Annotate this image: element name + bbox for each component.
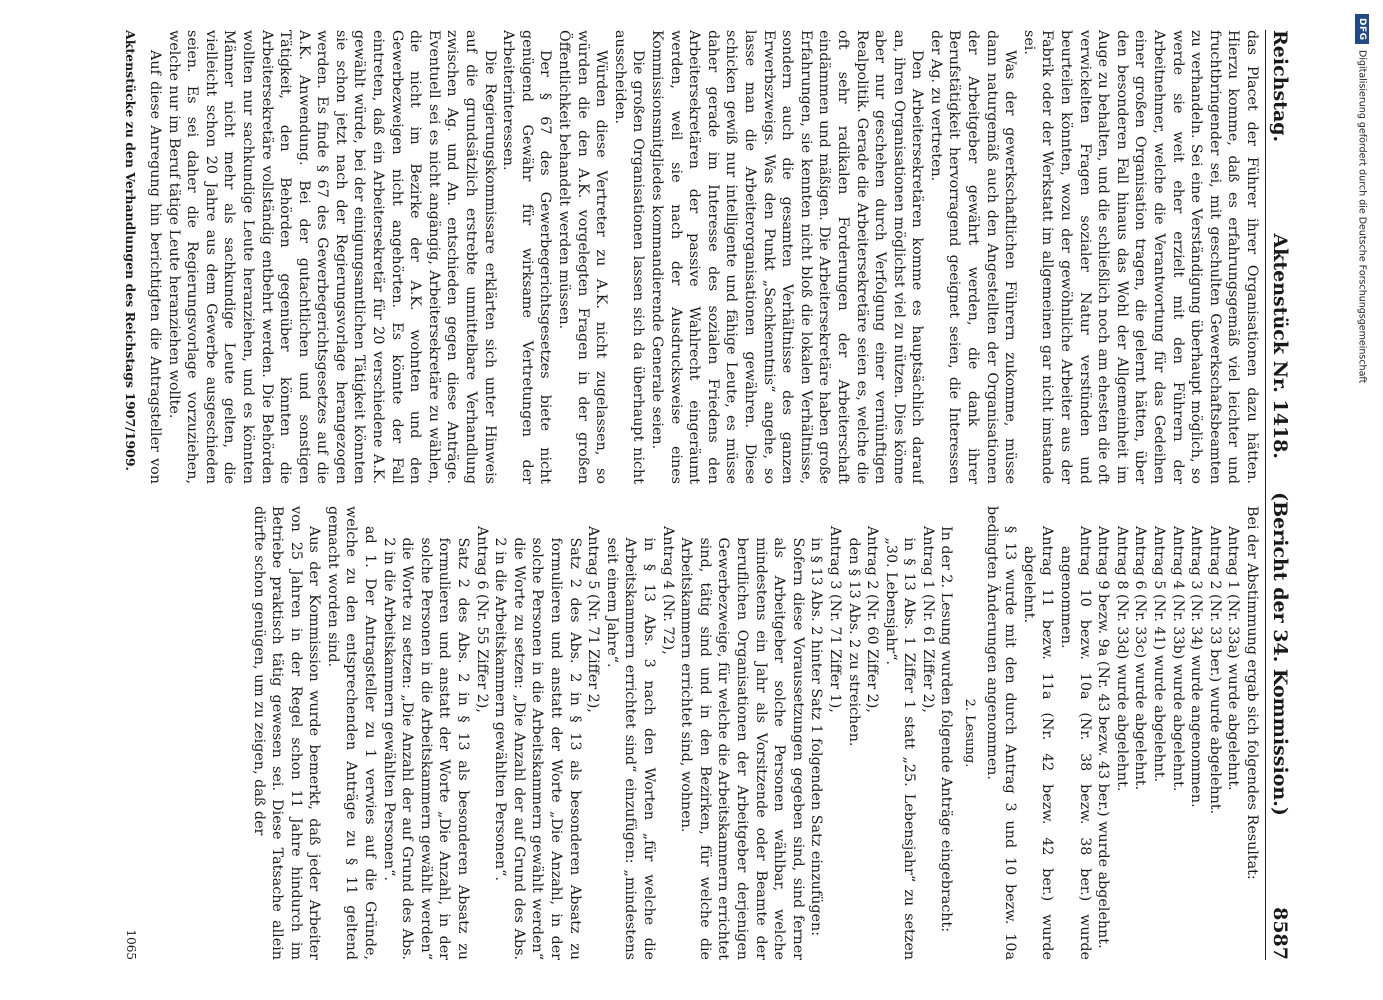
vote-intro: Bei der Abstimmung ergab sich folgendes Resultat: — [1244, 506, 1260, 880]
vote-item: Antrag 2 (Nr. 33 ber.) wurde abgelehnt. — [1206, 526, 1223, 815]
antrag-body: in § 13 Abs. 3 nach den Worten „für welche die Arbeitskammern errichtet sind“ einzufügen: „mindestens seit einem Jahre“. — [603, 537, 657, 960]
vote-item: Antrag 11 bezw. 11a (Nr. 42 bezw. 42 ber.) wurde abgelehnt. — [1020, 526, 1056, 960]
antrag-body: in § 13 Abs. 2 hinter Satz 1 folgenden Satz einzufügen: — [808, 537, 825, 937]
antrag-quote: Sofern diese Voraussetzungen gegeben sind, sind ferner als Arbeitgeber solche Personen wählbar, welche mindestens ein Jahr als Vorsitzende oder Beamte der beruflichen Organisationen der Arbeitgeber derjenigen Gewerbezweige, für welche die Arbeitskammern errichtet sind, tätig sind und in den Bezirken, für welche die Arbeitskammern errichtet sind, wohnen. — [678, 537, 806, 960]
vote-item: Antrag 6 (Nr. 33c) wurde abgelehnt. — [1132, 526, 1149, 791]
paragraph: Würden diese Vertreter zu A.K. nicht zugelassen, so würden die den A.K. vorgelegten Fragen in der großen Öffentlichkeit behandelt werden müssen. — [556, 30, 610, 484]
page-number: 8587 — [1269, 907, 1291, 960]
paragraph: Was der gewerkschaftlichen Führern zukomme, müsse dann naturgemäß auch den Angestellten der Organisationen der Arbeitgeber gewährt werden, die dank ihrer Berufstätigkeit hervorragend geeignet seien, die Interessen der Ag. zu vertreten. — [927, 30, 1019, 484]
antrag-head: Antrag 6 (Nr. 55 Ziffer 2), — [473, 526, 490, 713]
vote-item: Antrag 1 (Nr. 33a) wurde abgelehnt. — [1225, 526, 1242, 791]
antrag-body: den § 13 Abs. 2 zu streichen. — [845, 537, 862, 747]
vote-result: § 13 wurde mit den durch Antrag 3 und 10 bezw. 10a bedingten Änderungen angenommen. — [983, 506, 1019, 960]
column-left — [146, 30, 1261, 484]
header-left: Reichstag. — [1269, 30, 1291, 143]
vote-item: Antrag 8 (Nr. 33d) wurde abgelehnt. — [1113, 526, 1130, 792]
page-footer — [108, 30, 138, 960]
footer-signature: 1065 — [124, 929, 138, 960]
paragraph: Die Regierungskommissare erklärten sich unter Hinweis auf die grundsätzlich erstrebte unmittelbare Verhandlung zwischen Ag. und An. entschieden gegen diese Anträge. Eventuell sei es nicht angängig, Arbeitersekretäre zu wählen, die nicht im Bezirke der A.K. wohnten und den Gewerbezweigen nicht angehörten. Es könnte der Fall eintreten, daß ein Arbeitersekretär für 20 verschiedene A.K. gewählt würde, bei der einigungsamtlichen Tätigkeit könnten sie schon jetzt nach der Regierungsvorlage herangezogen werden. Es finde § 67 des Gewerbegerichtsgesetzes auf die A.K. Anwendung. Bei der gutachtlichen und sonstigen Tätigkeit, den Behörden gegenüber könnten die Arbeitersekretäre vollständig entbehrt werden. Die Behörden wollten nur sachkundige Leute heranziehen, und es könnten Männer nicht mehr als sachkundige Leute gelten, die vielleicht schon 20 Jahre aus dem Gewerbe ausgeschieden seien. Es sei daher die Regierungsvorlage vorzuziehen, welche nur im Beruf tätige Leute heranziehen wollte. — [165, 30, 498, 484]
antrag-head: Antrag 2 (Nr. 60 Ziffer 2), — [864, 526, 881, 713]
header-title — [1269, 142, 1291, 907]
vote-item: Antrag 4 (Nr. 33b) wurde abgelehnt. — [1169, 526, 1186, 792]
antrag-body: in § 13 Abs. 1 Ziffer 1 statt „25. Lebensjahr“ zu setzen „30. Lebensjahr“. — [882, 537, 918, 960]
vote-item: Antrag 5 (Nr. 41) wurde abgelehnt. — [1151, 526, 1168, 783]
paragraph: Aus der Kommission wurde bemerkt, daß jeder Arbeiter von 25 Jahren in der Regel schon 11 Jahre hindurch im Betriebe praktisch tätig gewesen sei. Diese Tatsache allein dürfte schon genügen, um zu zeigen, daß der — [250, 506, 323, 960]
column-right — [146, 506, 1261, 960]
antrag-head: Antrag 5 (Nr. 71 Ziffer 2), — [585, 526, 602, 713]
antrag-head: Antrag 1 (Nr. 61 Ziffer 2), — [919, 526, 936, 713]
paragraph: ad 1. Der Antragsteller zu 1 verwies auf die Gründe, welche zu den entsprechenden Anträge zu § 11 geltend gemacht worden sind. — [324, 506, 379, 960]
vote-item: Antrag 9 bezw. 9a (Nr. 43 bezw. 43 ber.) wurde abgelehnt. — [1095, 526, 1112, 949]
paragraph: Der § 67 des Gewerbegerichtsgesetzes biete nicht genügend Gewähr für wirksame Vertretungen der Arbeiterinteressen. — [500, 30, 554, 484]
paragraph: Den Arbeitersekretären komme es hauptsächlich darauf an, ihren Organisationen möglichst viel zu nützen. Dies könne aber nur geschehen durch Verfolgung einer vernünftigen Realpolitik. Gerade die Arbeitersekretäre seien es, welche die oft sehr radikalen Forderungen der Arbeiterschaft eindämmen und mäßigen. Die Arbeitersekretäre haben große Erfahrungen, sie kennten nicht bloß die lokalen Verhältnisse, sondern auch die gesamten Verhältnisse des ganzen Erwerbszweigs. Was den Punkt „Sachkenntnis“ angehe, so lasse man die Arbeiterorganisationen gewähren. Diese schicken gewiß nur intelligente und fähige Leute, es müsse daher gerade im Interesse des sozialen Friedens den Arbeitersekretären der passive Wahlrecht eingeräumt werden, weil sie nach der Ausdrucksweise eines Kommissionsmitgliedes kommandierende Generale seien. — [649, 30, 926, 484]
antrag-head: Antrag 4 (Nr. 72), — [659, 526, 676, 655]
section-title: 2. Lesung. — [962, 698, 978, 768]
lesung-intro: In der 2. Lesung wurden folgende Anträge eingebracht: — [938, 526, 955, 933]
page-header — [1265, 30, 1303, 960]
antrag-body: Satz 2 des Abs. 2 in § 13 als besonderen Absatz zu formulieren und anstatt der Worte „Die Anzahl, in der solche Personen in die Arbeitskammern gewählt werden“ die Worte zu setzen: „Die Anzahl der auf Grund des Abs. 2 in die Arbeitskammern gewählten Personen“. — [380, 537, 472, 960]
paragraph: Auf diese Anregung hin berichtigten die Antragsteller von — [146, 50, 163, 484]
antrag-body: Satz 2 des Abs. 2 in § 13 als besonderen Absatz zu formulieren und anstatt der Worte „Die Anzahl, in der solche Personen in die Arbeitskammern gewählt werden“ die Worte zu setzen: „Die Anzahl der auf Grund des Abs. 2 in die Arbeitskammern gewählten Personen“. — [492, 537, 583, 960]
dfg-watermark — [1355, 14, 1369, 383]
dfg-logo-icon: DFG — [1355, 14, 1369, 44]
paragraph: Die großen Organisationen lassen sich da überhaupt nicht ausscheiden. — [611, 30, 647, 484]
text-columns — [146, 30, 1261, 960]
footer-source: Aktenstücke zu den Verhandlungen des Reichstags 1907/1909. — [123, 30, 138, 471]
paragraph: das Placet der Führer ihrer Organisationen dazu hätten. Hierzu komme, daß es erfahrungsgemäß viel leichter und fruchtbringender sei, mit geschulten Gewerkschaftsbeamten zu verhandeln. Sei eine Verständigung überhaupt möglich, so werde sie weit eher erzielt mit den Führern der Arbeitnehmer, welche die Verantwortung für das Gedeihen einer großen Organisation tragen, die gelernt hätten, über den besonderen Fall hinaus das Wohl der Allgemeinheit im Auge zu behalten, und die schließlich noch am ehesten die oft verwickelten Fragen sozialer Natur verstünden und beurteilen könnten, wozu der gewöhnliche Arbeiter aus der Fabrik oder der Werkstatt im allgemeinen gar nicht imstande sei. — [1020, 30, 1260, 484]
header-center-right: (Bericht der 34. Kommission.) — [1269, 492, 1291, 816]
antrag-head: Antrag 3 (Nr. 71 Ziffer 1), — [826, 526, 843, 713]
header-center: Aktenstück Nr. 1418. — [1269, 233, 1291, 460]
vote-item: Antrag 10 bezw. 10a (Nr. 38 bezw. 38 ber.) wurde angenommen. — [1058, 526, 1093, 960]
watermark-text: Digitalisierung gefördert durch die Deutsche Forschungsgemeinschaft — [1356, 50, 1368, 384]
page-content — [90, 30, 1303, 960]
vote-item: Antrag 3 (Nr. 34) wurde angenommen. — [1188, 526, 1205, 808]
